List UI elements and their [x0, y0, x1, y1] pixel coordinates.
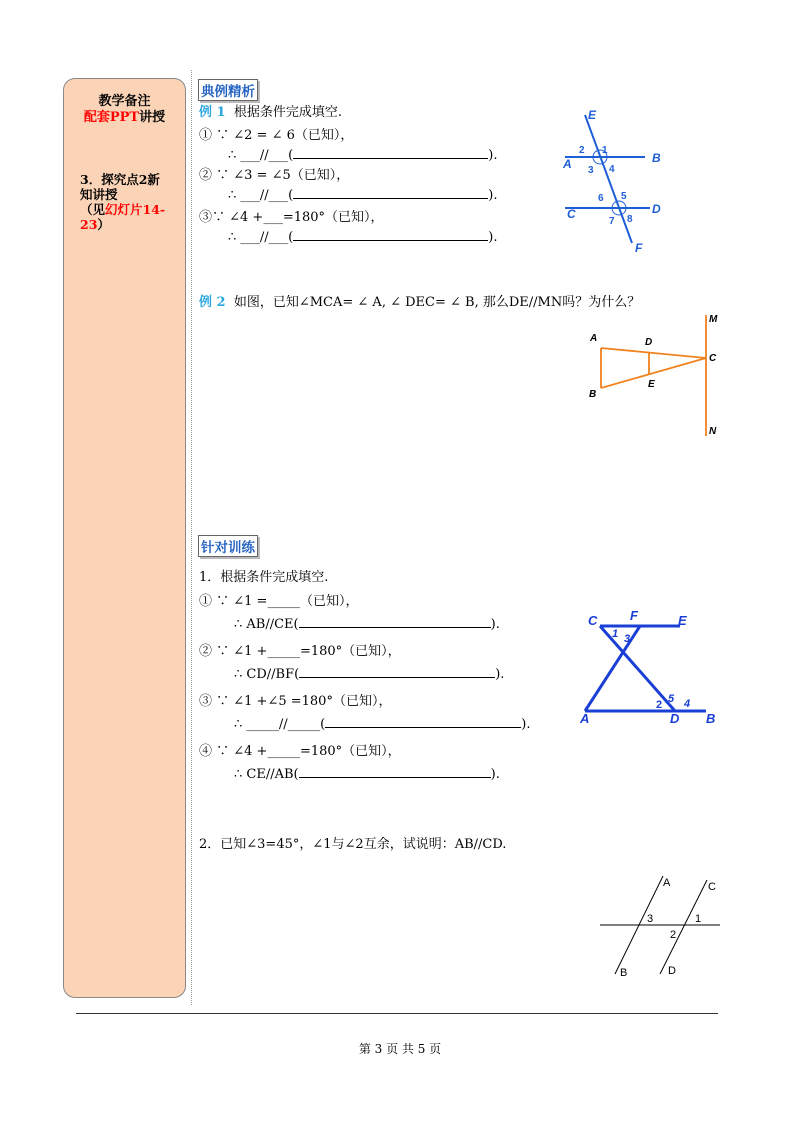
fig1-label: 6: [598, 193, 604, 204]
answer-blank[interactable]: [299, 665, 495, 678]
fig3-label: 4: [684, 698, 691, 710]
fig3-label: C: [588, 613, 598, 628]
q1-line-5: ③ ∵ ∠1 +∠5 =180°（已知），: [199, 694, 392, 709]
fig1-label: 5: [621, 191, 627, 202]
ex1-line-6-text: ∴ ___//___(: [228, 230, 294, 245]
sidebar-title: 教学备注: [98, 94, 151, 109]
q1-line-3: ② ∵ ∠1 +_____=180°（已知），: [199, 644, 401, 659]
fig4-label: B: [620, 967, 628, 979]
figure-triangles: [585, 310, 725, 440]
fig4-label: A: [663, 877, 671, 889]
column-divider: [191, 70, 192, 1005]
example2-header: [199, 291, 640, 310]
fig1-label: 7: [609, 216, 615, 227]
fig1-label: B: [652, 151, 661, 165]
fig2-label: E: [648, 379, 655, 390]
fig3-label: E: [678, 613, 687, 628]
fig2-label: M: [709, 314, 718, 325]
fig1-label: C: [567, 207, 576, 221]
answer-blank[interactable]: [325, 715, 521, 728]
example2-label: 例 2: [199, 295, 226, 310]
ex1-line-5: ③∵ ∠4 +___=180°（已知），: [199, 210, 384, 225]
fig3-label: D: [670, 711, 680, 726]
ex1-line-6-close: ).: [488, 230, 498, 245]
fig3-label: 5: [668, 693, 675, 705]
ex1-line-4: [228, 186, 497, 203]
example1-label: 例 1: [199, 105, 226, 120]
fig4-label: C: [708, 881, 716, 893]
ex1-line-6: [228, 228, 497, 245]
fig1-label: A: [563, 157, 572, 171]
sidebar-subtitle-red: 配套PPT: [83, 110, 140, 125]
fig3-label: 1: [612, 628, 619, 640]
fig3-label: 2: [656, 699, 663, 711]
q1-line-8-close: ).: [490, 767, 500, 782]
q1-line-6-close: ).: [521, 717, 531, 732]
sidebar-ref-open: （见: [80, 202, 106, 217]
answer-blank[interactable]: [293, 186, 488, 199]
section-heading-examples: 典例精析: [198, 79, 258, 101]
ex1-line-2: [228, 146, 497, 163]
answer-blank[interactable]: [293, 146, 488, 159]
q1-line-2: [234, 615, 500, 632]
fig1-label: 2: [579, 145, 585, 156]
figure-two-parallels: [595, 868, 725, 980]
sidebar-ref-red: 幻灯片14-23: [80, 202, 166, 232]
fig1-label: E: [588, 108, 597, 122]
fig1-label: 4: [609, 164, 615, 175]
example1-header: [199, 101, 342, 120]
fig1-label: F: [635, 241, 643, 255]
section-heading-practice: 针对训练: [198, 535, 258, 557]
fig4-label: 2: [670, 929, 677, 941]
answer-blank[interactable]: [293, 228, 488, 241]
figure-crossed-triangles: [580, 608, 720, 726]
sidebar-ref-close: ）: [97, 217, 110, 232]
fig1-label: 1: [602, 145, 608, 156]
fig2-label: C: [709, 353, 717, 364]
q1-line-4: [234, 665, 504, 682]
fig4-label: 1: [695, 913, 702, 925]
example1-text: 根据条件完成填空.: [233, 105, 342, 120]
sidebar-point-line2: 知讲授: [80, 187, 118, 202]
fig1-label: 3: [588, 165, 594, 176]
q1-line-7: ④ ∵ ∠4 +_____=180°（已知），: [199, 744, 401, 759]
fig3-label: B: [706, 711, 716, 726]
sidebar-point-line1: 3．探究点2新: [80, 172, 160, 187]
sidebar-ref: [80, 202, 180, 232]
fig4-label: 3: [647, 913, 654, 925]
footer-divider: [76, 1013, 718, 1014]
sidebar-point: [80, 172, 180, 232]
fig3-label: A: [580, 711, 590, 726]
q1-line-1: ① ∵ ∠1 =_____（已知），: [199, 594, 359, 609]
figure-parallel-transversal: [555, 105, 680, 255]
fig2-label: D: [645, 337, 653, 348]
q1-line-6: [234, 715, 530, 732]
practice-q1: 1．根据条件完成填空.: [199, 570, 329, 585]
ex1-line-2-close: ).: [488, 148, 498, 163]
fig2-label: N: [709, 426, 717, 437]
q1-line-2-text: ∴ AB//CE(: [234, 617, 299, 632]
practice-q2: 2．已知∠3=45°，∠1与∠2互余，试说明：AB//CD.: [199, 837, 507, 852]
fig4-label: D: [668, 965, 676, 977]
ex1-line-1: ① ∵ ∠2 = ∠ 6（已知），: [199, 128, 354, 143]
sidebar-subtitle: [63, 106, 186, 125]
ex1-line-4-close: ).: [488, 188, 498, 203]
answer-blank[interactable]: [299, 615, 491, 628]
q1-line-4-close: ).: [495, 667, 505, 682]
page-number: 第 3 页 共 5 页: [358, 1042, 442, 1056]
q1-line-2-close: ).: [490, 617, 500, 632]
ex1-line-4-text: ∴ ___//___(: [228, 188, 294, 203]
fig3-label: 3: [624, 633, 631, 645]
fig3-label: F: [630, 608, 638, 623]
ex1-line-2-text: ∴ ___//___(: [228, 148, 294, 163]
fig2-label: A: [590, 333, 598, 344]
q1-line-8-text: ∴ CE//AB(: [234, 767, 299, 782]
q1-line-8: [234, 765, 500, 782]
ex1-line-3: ② ∵ ∠3 = ∠5（已知），: [199, 168, 350, 183]
q1-line-6-text: ∴ _____//_____(: [234, 717, 326, 732]
example2-text: 如图，已知∠MCA= ∠ A, ∠ DEC= ∠ B, 那么DE//MN吗？为什么？: [233, 295, 641, 310]
q1-line-4-text: ∴ CD//BF(: [234, 667, 300, 682]
fig2-label: B: [589, 389, 597, 400]
fig1-label: 8: [627, 214, 633, 225]
sidebar-subtitle-black: 讲授: [139, 110, 166, 125]
fig1-label: D: [652, 202, 661, 216]
answer-blank[interactable]: [299, 765, 491, 778]
